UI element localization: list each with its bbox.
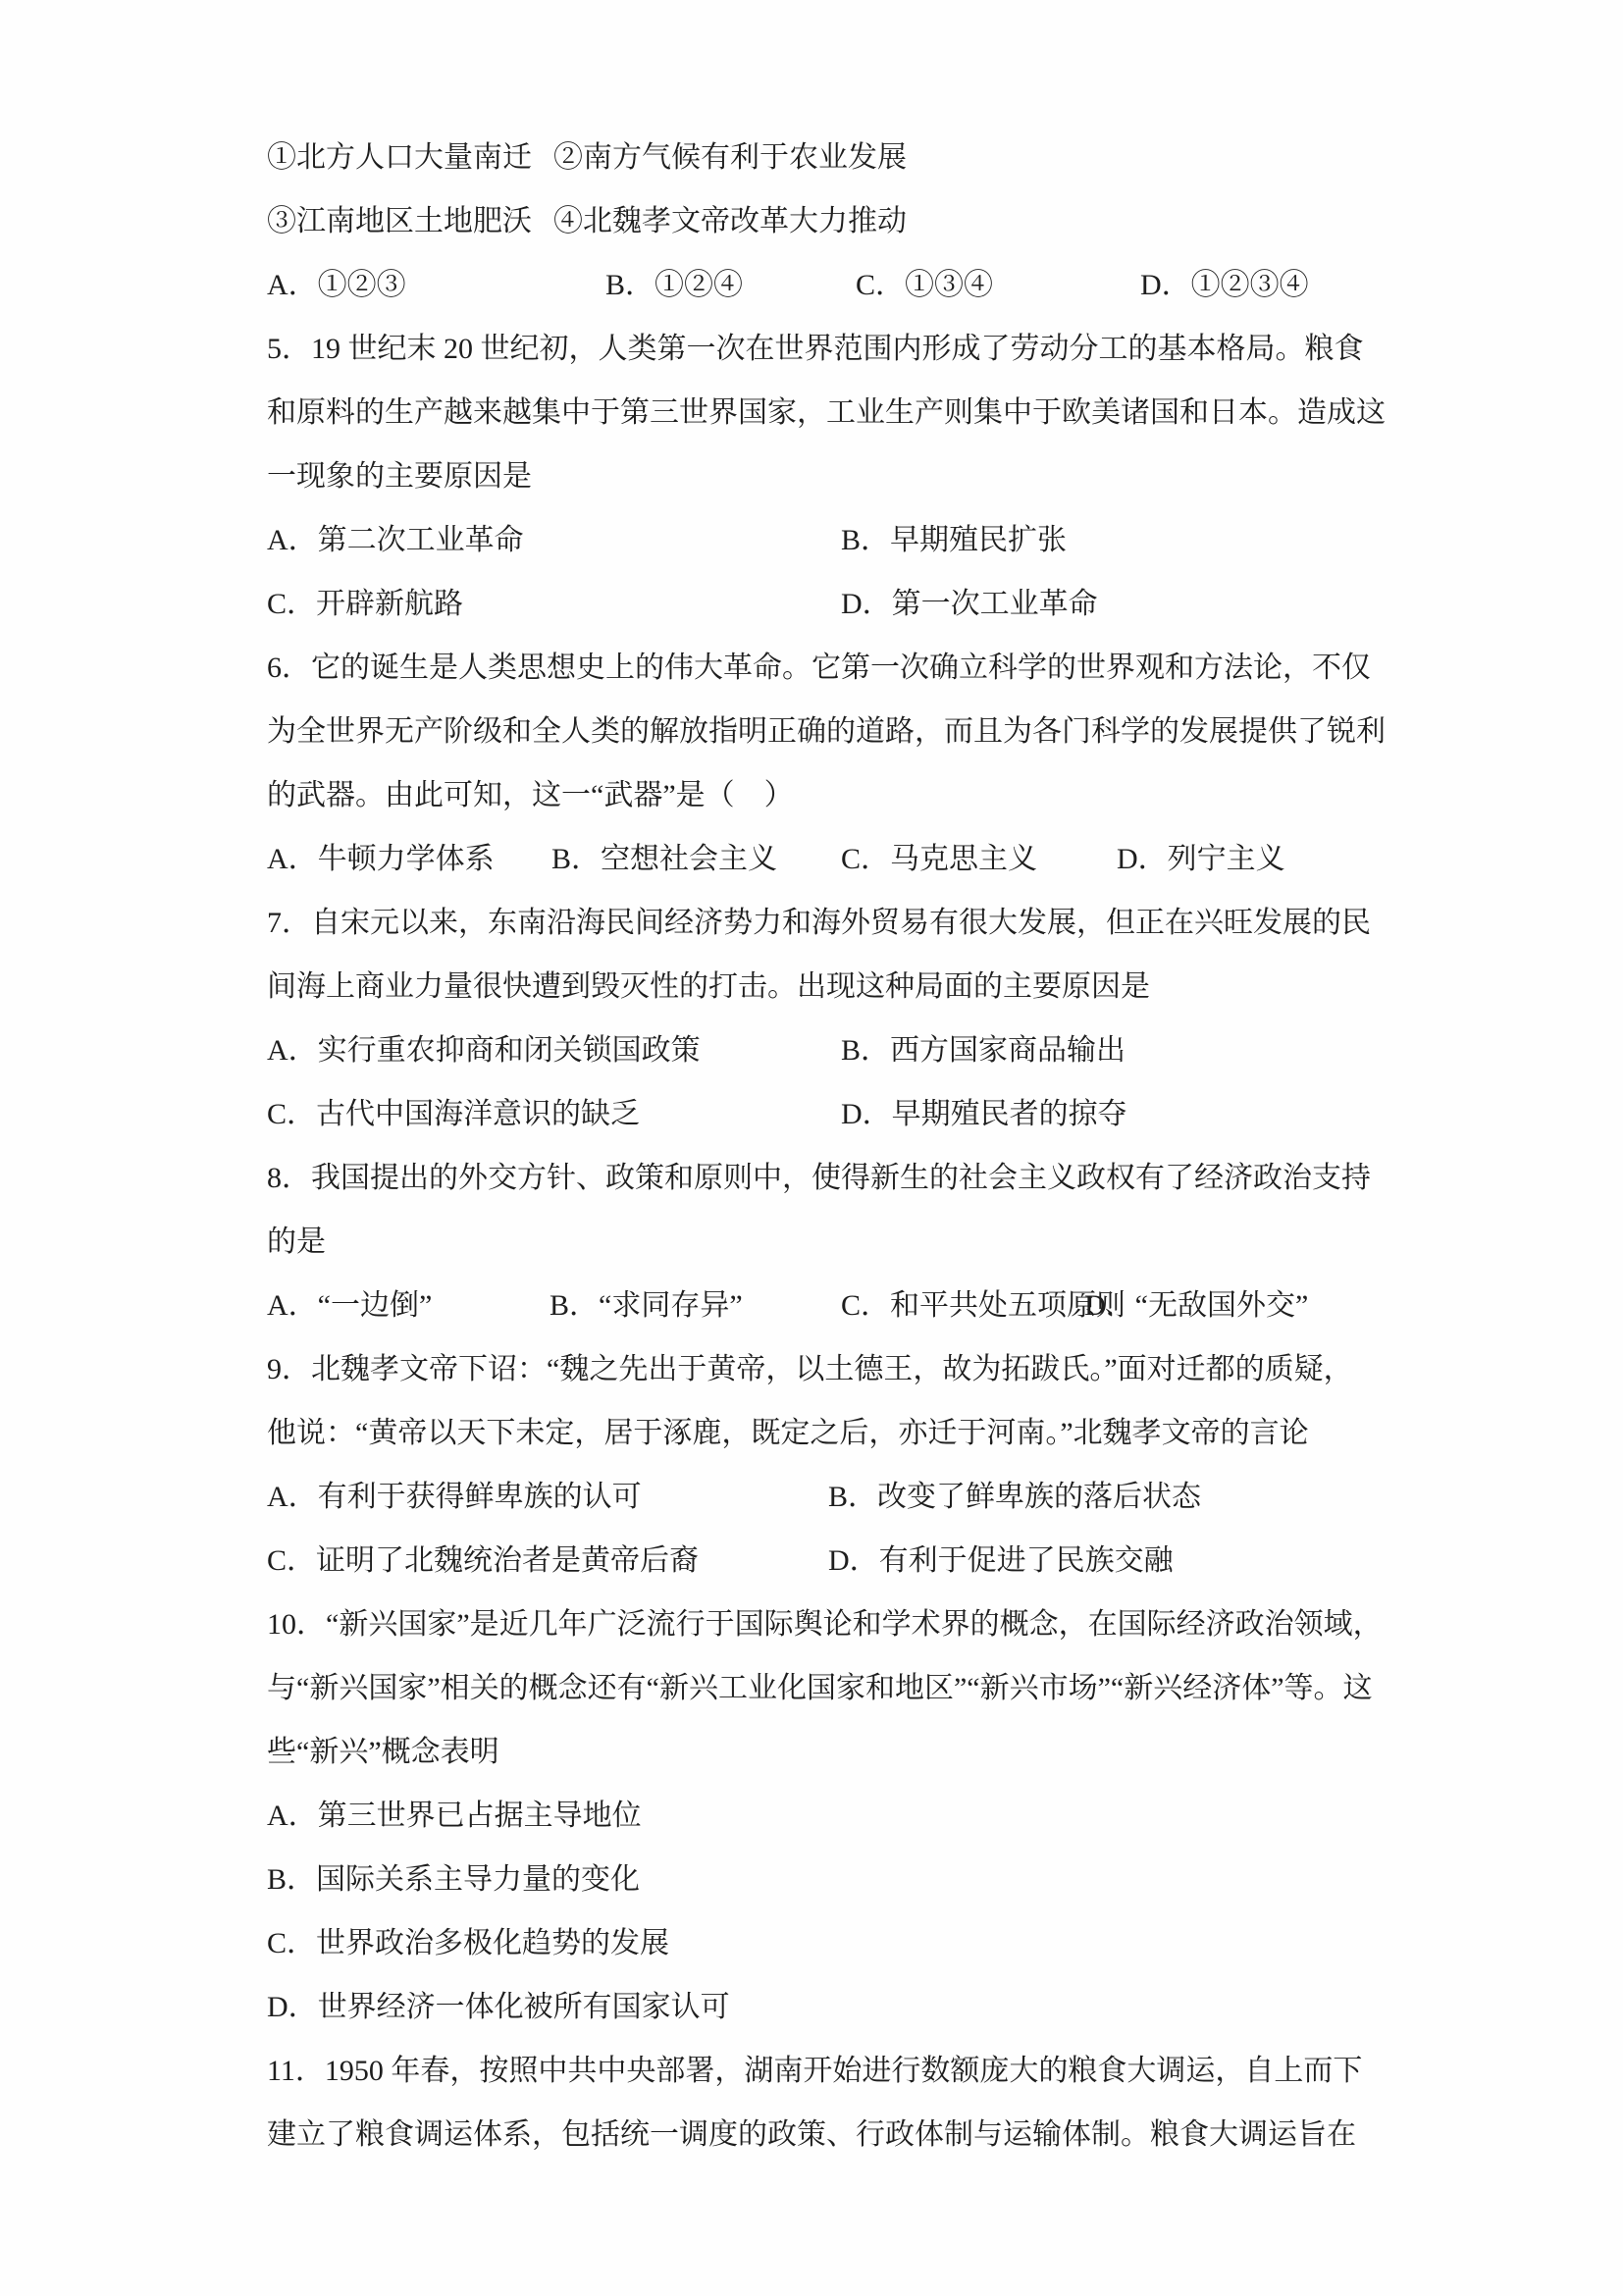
q10-stem-line-3: 些“新兴”概念表明 xyxy=(267,1736,499,1768)
q4-item-3: ③江南地区土地肥沃 xyxy=(267,205,532,237)
q9-options-row-1 xyxy=(267,1465,1395,1529)
q7-stem-line-1: 7．自宋元以来，东南沿海民间经济势力和海外贸易有很大发展，但正在兴旺发展的民 xyxy=(267,907,1371,939)
q6-option-a: A．牛顿力学体系 xyxy=(267,843,495,875)
q8-option-c: C．和平共处五项原则 xyxy=(841,1289,1126,1322)
q8-stem-line-1: 8．我国提出的外交方针、政策和原则中，使得新生的社会主义政权有了经济政治支持 xyxy=(267,1162,1371,1194)
q11-stem-line-1: 11．1950 年春，按照中共中央部署，湖南开始进行数额庞大的粮食大调运，自上而下 xyxy=(267,2055,1363,2087)
q10-option-c: C．世界政治多极化趋势的发展 xyxy=(267,1927,670,1959)
q4-item-4: ④北魏孝文帝改革大力推动 xyxy=(553,205,907,237)
q4-options-row xyxy=(267,253,1395,317)
q10-option-b: B．国际关系主导力量的变化 xyxy=(267,1863,641,1896)
q8-option-d: D．“无敌国外交” xyxy=(1084,1289,1309,1322)
q6-option-d: D．列宁主义 xyxy=(1117,843,1285,875)
q5-option-c: C．开辟新航路 xyxy=(267,588,464,620)
q9-option-a: A．有利于获得鲜卑族的认可 xyxy=(267,1481,642,1513)
q7-options-row-1 xyxy=(267,1018,1395,1082)
q6-stem-line-1: 6．它的诞生是人类思想史上的伟大革命。它第一次确立科学的世界观和方法论，不仅 xyxy=(267,652,1371,684)
q9-stem-line-1: 9．北魏孝文帝下诏：“魏之先出于黄帝，以土德王，故为拓跋氏。”面对迁都的质疑， xyxy=(267,1353,1353,1385)
q7-option-c: C．古代中国海洋意识的缺乏 xyxy=(267,1098,641,1130)
q5-options-row-2 xyxy=(267,572,1395,636)
q4-option-d: D．①②③④ xyxy=(1140,269,1309,301)
q4-option-c: C．①③④ xyxy=(856,269,994,301)
q6-stem-line-3: 的武器。由此可知，这一“武器”是（ ） xyxy=(267,779,794,811)
q7-options-row-2 xyxy=(267,1082,1395,1146)
q8-options-row xyxy=(267,1274,1395,1337)
q5-option-b: B．早期殖民扩张 xyxy=(841,524,1068,556)
q8-option-b: B．“求同存异” xyxy=(550,1289,743,1322)
q9-stem-line-2: 他说：“黄帝以天下未定，居于涿鹿，既定之后，亦迁于河南。”北魏孝文帝的言论 xyxy=(267,1417,1309,1449)
q5-stem-line-3: 一现象的主要原因是 xyxy=(267,460,532,493)
q5-options-row-1 xyxy=(267,508,1395,572)
q10-option-a: A．第三世界已占据主导地位 xyxy=(267,1800,642,1832)
q4-item-1: ①北方人口大量南迁 xyxy=(267,141,532,174)
exam-content xyxy=(267,126,1395,2166)
q6-stem-line-2: 为全世界无产阶级和全人类的解放指明正确的道路，而且为各门科学的发展提供了锐利 xyxy=(267,715,1386,748)
q7-option-b: B．西方国家商品输出 xyxy=(841,1034,1126,1067)
q5-stem-line-1: 5．19 世纪末 20 世纪初，人类第一次在世界范围内形成了劳动分工的基本格局。粮食 xyxy=(267,333,1364,365)
q8-option-a: A．“一边倒” xyxy=(267,1289,433,1322)
q5-option-a: A．第二次工业革命 xyxy=(267,524,524,556)
q7-stem-line-2: 间海上商业力量很快遭到毁灭性的打击。出现这种局面的主要原因是 xyxy=(267,970,1150,1003)
q4-item-2: ②南方气候有利于农业发展 xyxy=(553,141,907,174)
q5-option-d: D．第一次工业革命 xyxy=(841,588,1098,620)
q6-option-c: C．马克思主义 xyxy=(841,843,1038,875)
q9-options-row-2 xyxy=(267,1529,1395,1592)
q7-option-d: D．早期殖民者的掠夺 xyxy=(841,1098,1127,1130)
q10-option-d: D．世界经济一体化被所有国家认可 xyxy=(267,1991,730,2023)
q4-items-row-2 xyxy=(267,189,1395,253)
q10-stem-line-1: 10．“新兴国家”是近几年广泛流行于国际舆论和学术界的概念，在国际经济政治领域， xyxy=(267,1608,1383,1641)
q9-option-b: B．改变了鲜卑族的落后状态 xyxy=(828,1481,1202,1513)
q9-option-c: C．证明了北魏统治者是黄帝后裔 xyxy=(267,1544,700,1577)
q11-stem-line-2: 建立了粮食调运体系，包括统一调度的政策、行政体制与运输体制。粮食大调运旨在 xyxy=(267,2118,1356,2151)
q7-option-a: A．实行重农抑商和闭关锁国政策 xyxy=(267,1034,701,1067)
q8-stem-line-2: 的是 xyxy=(267,1226,326,1258)
q5-stem-line-2: 和原料的生产越来越集中于第三世界国家，工业生产则集中于欧美诸国和日本。造成这 xyxy=(267,396,1386,429)
q4-option-b: B．①②④ xyxy=(605,269,744,301)
q6-options-row xyxy=(267,827,1395,891)
q9-option-d: D．有利于促进了民族交融 xyxy=(828,1544,1174,1577)
q10-stem-line-2: 与“新兴国家”相关的概念还有“新兴工业化国家和地区”“新兴市场”“新兴经济体”等。这 xyxy=(267,1672,1373,1704)
q4-option-a: A．①②③ xyxy=(267,269,406,301)
q6-option-b: B．空想社会主义 xyxy=(551,843,778,875)
q4-items-row-1 xyxy=(267,126,1395,189)
